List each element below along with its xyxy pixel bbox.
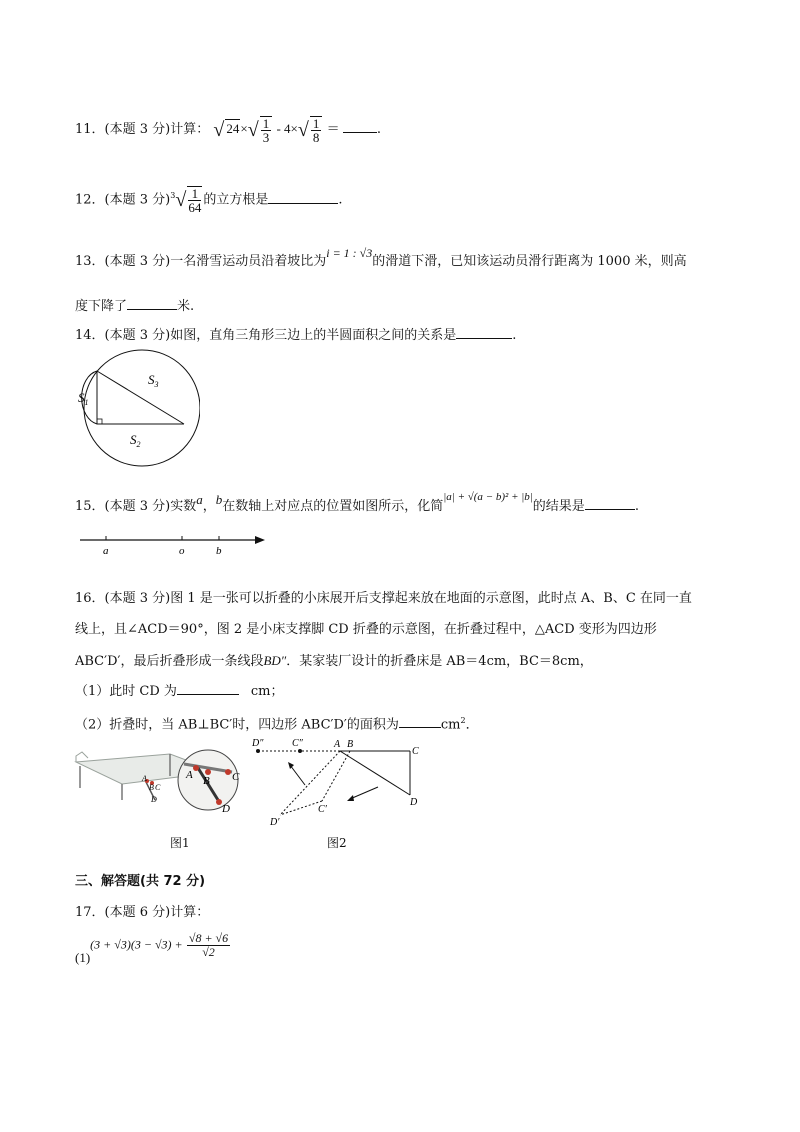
question-16-sub2	[75, 712, 479, 734]
section-3-title: 三、解答题(共 72 分)	[75, 874, 206, 889]
q15-expression: |a| + √(a − b)² + |b|	[443, 491, 533, 503]
fig2-label-d1: D′	[270, 817, 280, 828]
fig1-caption: 图1	[170, 836, 190, 850]
q16-figure-2	[250, 735, 430, 835]
q14-hypotenuse	[97, 371, 184, 424]
q16-sub2c: ．	[465, 717, 479, 733]
zoom-point-c	[225, 769, 231, 775]
fig2-arrow-1-head-icon	[288, 762, 294, 769]
q14-number: 14．	[75, 328, 105, 343]
fig2-arrow-1	[290, 765, 305, 785]
q16-figure-1	[70, 740, 245, 835]
q16-line3b: BD″	[263, 653, 287, 668]
q16-sub2-sup: 2	[460, 716, 466, 725]
q14-label-s2: $S_2$	[130, 432, 141, 449]
q11-radicand-a: 24	[226, 120, 240, 136]
label-b: b	[216, 545, 222, 557]
q16-line3c: ．某家装厂设计的折叠床是 AB＝4cm，BC＝8cm，	[286, 654, 593, 669]
q15-var-a: a	[196, 492, 203, 507]
zoom-label-a: A	[186, 769, 193, 781]
q17-number: 17．	[75, 905, 105, 920]
q15-number: 15．	[75, 499, 105, 514]
q12-number: 12．	[75, 192, 105, 208]
q12-answer-blank[interactable]	[268, 191, 338, 204]
q16-sub1b: cm；	[250, 684, 284, 699]
q15-end: .	[634, 499, 639, 514]
fig2-label-c2: C″	[292, 738, 303, 749]
q16-sub1a: （1）此时 CD 为	[75, 684, 177, 699]
q15-prefix: (本题 3 分)实数	[104, 499, 197, 514]
number-line-arrow-icon	[255, 536, 265, 544]
zoom-label-b: B	[203, 775, 210, 787]
question-15	[75, 491, 639, 516]
q12-frac-den: 64	[188, 200, 202, 215]
q15-answer-blank[interactable]	[585, 497, 635, 510]
q15-text: 在数轴上对应点的位置如图所示，化简	[222, 499, 444, 514]
q12-end: .	[338, 192, 343, 208]
fig2-label-c1: C′	[318, 804, 327, 815]
question-11	[75, 116, 381, 144]
fig2-label-c: C	[412, 746, 419, 757]
question-17-sub1	[75, 931, 231, 966]
q13-number: 13．	[75, 254, 105, 269]
q16-line2: 线上，且∠ACD＝90°，图 2 是小床支撑脚 CD 折叠的示意图，在折叠过程中，△ACD 变形为四边形	[75, 622, 657, 637]
q12-root-index: 3	[170, 191, 176, 201]
q16-sub1-blank[interactable]	[177, 682, 239, 695]
q16-sub2-blank[interactable]	[399, 715, 441, 728]
fig2-point-c2	[298, 749, 302, 753]
question-13	[75, 246, 687, 271]
q16-sub2b: cm	[440, 717, 461, 733]
q14-answer-blank[interactable]	[456, 326, 512, 339]
question-16-line3	[75, 652, 593, 671]
q11-prefix: (本题 3 分)计算：	[104, 121, 210, 137]
q13-answer-blank[interactable]	[127, 297, 177, 310]
q16-number: 16．	[75, 591, 105, 606]
q14-text: (本题 3 分)如图，直角三角形三边上的半圆面积之间的关系是	[104, 328, 457, 343]
q14-label-s1: $S_1$	[78, 390, 89, 407]
q11-frac-b-den: 3	[262, 130, 270, 145]
zoom-label-d: D	[222, 803, 230, 815]
q12-text: 的立方根是	[203, 192, 269, 208]
q12-frac-num: 1	[188, 187, 201, 201]
q15-number-line	[75, 530, 275, 558]
fig1-label-c: C	[155, 783, 161, 792]
q17-sub1-label: (1)	[75, 950, 91, 966]
q11-expression: √ 24×√ $\frac{1}{3}$ - 4×√ $\frac{1}{8}$ ＝	[213, 116, 340, 145]
question-16-line2	[75, 621, 657, 639]
q11-minus: - 4×	[273, 120, 298, 136]
q14-semicircle-figure	[60, 340, 200, 480]
q17-frac-den: √2	[202, 945, 215, 959]
q14-end: .	[512, 328, 517, 343]
fig2-arrow-2-head-icon	[347, 795, 354, 801]
q11-frac-c-den: 8	[312, 130, 320, 145]
q13-prefix: (本题 3 分)一名滑雪运动员沿着坡比为	[104, 254, 327, 269]
q13-line2: 度下降了	[75, 299, 128, 314]
q15-text2: 的结果是	[532, 499, 585, 514]
zoom-point-a	[193, 765, 199, 771]
q17-fraction	[187, 932, 230, 959]
fig2-label-d2: D″	[252, 738, 264, 749]
q11-answer-blank[interactable]	[343, 120, 377, 133]
q11-end: .	[376, 121, 381, 137]
q13-ratio: i = 1 : √3	[326, 246, 373, 260]
fig2-arrow-2	[350, 787, 378, 799]
question-16-sub1	[75, 682, 284, 701]
q16-line3a: ABC′D′，最后折叠形成一条线段	[75, 654, 264, 669]
label-o: o	[179, 545, 185, 557]
q13-unit: 米.	[177, 299, 195, 314]
q16-sub2a: （2）折叠时，当 AB⊥BC′时，四边形 ABC′D′的面积为	[75, 717, 399, 733]
fig1-label-a: A	[142, 774, 147, 783]
fig1-label-b: B	[149, 783, 154, 792]
q17-text: (本题 6 分)计算：	[104, 905, 210, 920]
q14-label-s3: $S_3$	[148, 372, 159, 389]
zoom-label-c: C	[232, 771, 240, 783]
label-a: a	[103, 545, 109, 557]
fig2-label-a: A	[334, 739, 341, 750]
question-13-line2	[75, 297, 194, 316]
q17-frac-num: √8 + √6	[188, 931, 229, 945]
fig2-point-d2	[256, 749, 260, 753]
fig2-c1d1	[280, 801, 322, 815]
question-16-line1	[75, 590, 692, 608]
bed-headrest	[76, 752, 88, 762]
question-12: 12．(本题 3 分)$^3$√ $\frac{1}{64}$ 的立方根是 .	[75, 186, 343, 215]
q11-frac-c-num: 1	[312, 116, 320, 131]
q13-text: 的滑道下滑，已知该运动员滑行距离为 1000 米，则高	[372, 254, 687, 269]
question-17	[75, 904, 209, 922]
q17-expr-a: (3 + √3)(3 − √3) +	[90, 937, 183, 952]
q11-equals: ＝	[323, 120, 340, 136]
q16-line1: (本题 3 分)图 1 是一张可以折叠的小床展开后支撑起来放在地面的示意图，此时点 A、B、C 在同一直	[104, 591, 692, 606]
fig2-caption: 图2	[327, 836, 347, 850]
q15-var-b: b	[215, 492, 223, 507]
fig2-bc1	[322, 751, 350, 801]
fig1-label-d: D	[151, 795, 157, 804]
q11-number: 11．	[75, 121, 105, 137]
q15-sep: ，	[202, 499, 216, 514]
fig2-label-b: B	[347, 739, 354, 750]
q11-frac-b-num: 1	[262, 116, 270, 131]
q14-right-angle-mark	[97, 419, 102, 424]
fig2-label-d: D	[410, 797, 418, 808]
q14-semicircle-s3	[84, 350, 200, 466]
q12-prefix: (本题 3 分)	[104, 192, 171, 208]
